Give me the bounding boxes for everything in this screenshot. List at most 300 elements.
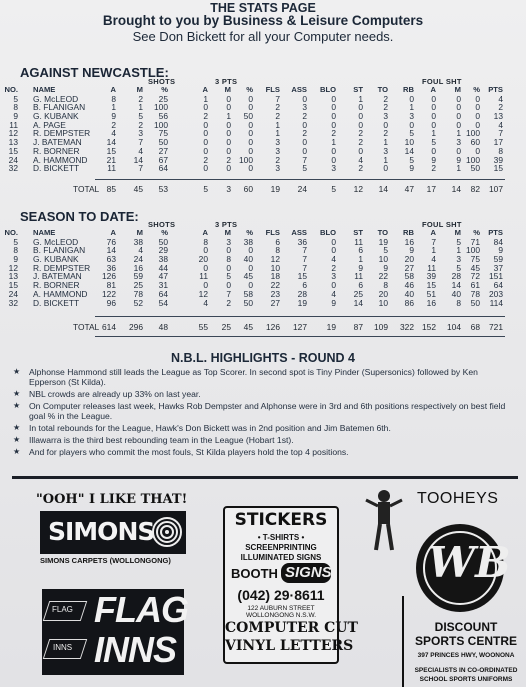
total-cell: 19 xyxy=(270,184,280,194)
column-header: NO. xyxy=(4,85,18,94)
total-cell: 12 xyxy=(353,184,363,194)
stickers-line: SCREENPRINTING xyxy=(245,543,317,552)
star-icon: ★ xyxy=(13,401,21,410)
fgpct-cell: 31 xyxy=(158,280,168,291)
fta-cell: 9 xyxy=(431,154,436,165)
fga-cell: 9 xyxy=(111,111,116,122)
ftpct-cell: 71 xyxy=(470,236,480,247)
total-cell: 82 xyxy=(470,184,480,194)
name-cell: R. DEMPSTER xyxy=(33,262,91,273)
total-cell: 322 xyxy=(400,322,414,332)
total-label: TOTAL xyxy=(73,184,100,194)
column-header: ASS xyxy=(291,85,307,94)
pts-cell: 9 xyxy=(498,245,503,256)
tpa-cell: 1 xyxy=(203,93,208,104)
fta-cell: 16 xyxy=(426,297,436,308)
tpm-cell: 0 xyxy=(226,137,231,148)
to-cell: 8 xyxy=(383,280,388,291)
fga-cell: 36 xyxy=(106,262,116,273)
tpm-cell: 0 xyxy=(226,163,231,174)
ftpct-cell: 78 xyxy=(470,288,480,299)
ass-cell: 7 xyxy=(302,154,307,165)
blo-cell: 1 xyxy=(331,137,336,148)
tpa-cell: 0 xyxy=(203,163,208,174)
blo-cell: 0 xyxy=(331,119,336,130)
rb-cell: 9 xyxy=(409,163,414,174)
fga-cell: 14 xyxy=(106,137,116,148)
rb-cell: 27 xyxy=(404,262,414,273)
simons-logo: SIMONS xyxy=(48,517,155,546)
column-header: FLS xyxy=(265,228,280,237)
tpm-cell: 2 xyxy=(226,297,231,308)
fgpct-cell: 25 xyxy=(158,93,168,104)
blo-cell: 0 xyxy=(331,111,336,122)
column-header: RB xyxy=(403,85,414,94)
star-icon: ★ xyxy=(13,367,21,376)
fga-cell: 126 xyxy=(102,271,116,282)
star-icon: ★ xyxy=(13,435,21,444)
total-cell: 3 xyxy=(226,184,231,194)
column-header: A xyxy=(110,85,116,94)
ftm-cell: 0 xyxy=(456,111,461,122)
name-cell: R. BORNER xyxy=(33,145,80,156)
tpa-cell: 2 xyxy=(203,154,208,165)
total-cell: 17 xyxy=(426,184,436,194)
fgm-cell: 59 xyxy=(133,271,143,282)
no-cell: 13 xyxy=(8,271,18,282)
ass-cell: 7 xyxy=(302,254,307,265)
total-cell: 104 xyxy=(447,322,461,332)
signs-label: SIGNS xyxy=(285,564,332,581)
fgpct-cell: 56 xyxy=(158,111,168,122)
fta-cell: 7 xyxy=(431,236,436,247)
column-header: A xyxy=(202,85,208,94)
tpa-cell: 0 xyxy=(203,119,208,130)
ftm-cell: 5 xyxy=(456,236,461,247)
column-header: M xyxy=(136,85,143,94)
season-3pt-group: 3 PTS xyxy=(215,220,238,229)
season-shots-group: SHOTS xyxy=(148,220,176,229)
column-header: BLO xyxy=(319,228,336,237)
ass-cell: 0 xyxy=(302,93,307,104)
fta-cell: 1 xyxy=(431,128,436,139)
blo-cell: 0 xyxy=(331,145,336,156)
total-cell: 68 xyxy=(470,322,480,332)
to-cell: 9 xyxy=(383,262,388,273)
fga-cell: 1 xyxy=(111,102,116,113)
fta-cell: 4 xyxy=(431,254,436,265)
tpm-cell: 2 xyxy=(226,154,231,165)
column-header: NO. xyxy=(4,228,18,237)
fga-cell: 8 xyxy=(111,93,116,104)
stickers-address: 122 AUBURN STREET xyxy=(247,605,315,612)
st-cell: 2 xyxy=(358,137,363,148)
ftpct-cell: 75 xyxy=(470,254,480,265)
column-header: M xyxy=(224,228,231,237)
star-icon: ★ xyxy=(13,447,21,456)
name-cell: J. BATEMAN xyxy=(33,137,82,148)
total-cell: 25 xyxy=(221,322,231,332)
stickers-line: ILLUMINATED SIGNS xyxy=(240,553,322,562)
simons-tagline: "OOH" I LIKE THAT! xyxy=(36,492,188,507)
column-header: % xyxy=(161,85,168,94)
flag-small-label: FLAG xyxy=(52,605,73,614)
fgpct-cell: 44 xyxy=(158,262,168,273)
fta-cell: 1 xyxy=(431,245,436,256)
stickers-cut-line: VINYL LETTERS xyxy=(225,638,354,654)
blo-cell: 4 xyxy=(331,288,336,299)
no-cell: 15 xyxy=(8,145,18,156)
season-total-row xyxy=(18,322,506,333)
ftpct-cell: 0 xyxy=(475,145,480,156)
ftm-cell: 0 xyxy=(456,93,461,104)
total-cell: 53 xyxy=(158,184,168,194)
fga-cell: 63 xyxy=(106,254,116,265)
fgm-cell: 38 xyxy=(133,236,143,247)
fls-cell: 23 xyxy=(270,288,280,299)
fgm-cell: 25 xyxy=(133,280,143,291)
season-total-rule xyxy=(95,316,505,317)
blo-cell: 9 xyxy=(331,297,336,308)
total-cell: 47 xyxy=(404,184,414,194)
column-header: PTS xyxy=(488,85,503,94)
fta-cell: 0 xyxy=(431,111,436,122)
column-header: % xyxy=(246,228,253,237)
tpa-cell: 4 xyxy=(203,297,208,308)
total-cell: 85 xyxy=(106,184,116,194)
ftpct-cell: 100 xyxy=(466,154,480,165)
st-cell: 11 xyxy=(354,271,363,282)
tpa-cell: 0 xyxy=(203,280,208,291)
fls-cell: 8 xyxy=(275,245,280,256)
ftpct-cell: 61 xyxy=(470,280,480,291)
total-label: TOTAL xyxy=(73,322,100,332)
total-cell: 48 xyxy=(158,322,168,332)
to-cell: 10 xyxy=(378,297,388,308)
fls-cell: 2 xyxy=(275,111,280,122)
fgm-cell: 24 xyxy=(133,254,143,265)
against-3pt-group: 3 PTS xyxy=(215,77,238,86)
tppct-cell: 0 xyxy=(248,102,253,113)
tpa-cell: 11 xyxy=(199,271,208,282)
stickers-ad xyxy=(223,506,358,664)
fgpct-cell: 38 xyxy=(158,254,168,265)
fgpct-cell: 67 xyxy=(158,154,168,165)
highlights-title: N.B.L. HIGHLIGHTS - ROUND 4 xyxy=(170,351,356,365)
ftpct-cell: 0 xyxy=(475,93,480,104)
fls-cell: 1 xyxy=(275,128,280,139)
no-cell: 32 xyxy=(8,297,18,308)
rb-cell: 9 xyxy=(409,245,414,256)
blo-cell: 2 xyxy=(331,262,336,273)
simons-subtitle: SIMONS CARPETS (WOLLONGONG) xyxy=(40,556,171,565)
column-header: RB xyxy=(403,228,414,237)
stickers-address: WOLLONGONG N.S.W. xyxy=(245,612,317,619)
rb-cell: 58 xyxy=(404,271,414,282)
fgpct-cell: 75 xyxy=(158,128,168,139)
discount-divider xyxy=(402,596,404,687)
st-cell: 9 xyxy=(358,262,363,273)
tooheys-figure-icon xyxy=(364,488,404,554)
to-cell: 10 xyxy=(378,254,388,265)
total-cell: 19 xyxy=(326,322,336,332)
name-cell: D. BICKETT xyxy=(33,163,80,174)
swirl-icon xyxy=(152,517,182,547)
column-header: A xyxy=(430,228,436,237)
to-cell: 2 xyxy=(383,102,388,113)
ftm-cell: 14 xyxy=(451,280,461,291)
to-cell: 2 xyxy=(383,93,388,104)
fgm-cell: 2 xyxy=(138,119,143,130)
name-cell: D. BICKETT xyxy=(33,297,80,308)
fls-cell: 22 xyxy=(270,280,280,291)
st-cell: 6 xyxy=(358,245,363,256)
pts-cell: 2 xyxy=(498,102,503,113)
pts-cell: 15 xyxy=(493,163,503,174)
fgm-cell: 16 xyxy=(133,262,143,273)
no-cell: 5 xyxy=(13,93,18,104)
highlight-item: ★ On Computer releases last week, Hawks Rob Dempster and Alphonse were in 3rd and 6th positions respectively on best field goal % in the League. xyxy=(13,401,506,421)
total-cell: 55 xyxy=(198,322,208,332)
table-row xyxy=(8,163,506,174)
no-cell: 24 xyxy=(8,154,18,165)
fgm-cell: 52 xyxy=(133,297,143,308)
tppct-cell: 50 xyxy=(243,297,253,308)
fls-cell: 6 xyxy=(275,236,280,247)
fga-cell: 4 xyxy=(111,128,116,139)
name-cell: B. FLANIGAN xyxy=(33,102,86,113)
fls-cell: 2 xyxy=(275,154,280,165)
fga-cell: 76 xyxy=(106,236,116,247)
stickers-phone: (042) 29·8611 xyxy=(237,587,325,603)
column-header: M xyxy=(454,228,461,237)
ftm-cell: 40 xyxy=(451,288,461,299)
rb-cell: 16 xyxy=(404,236,414,247)
tpm-cell: 0 xyxy=(226,102,231,113)
blo-cell: 0 xyxy=(331,102,336,113)
pts-cell: 4 xyxy=(498,93,503,104)
to-cell: 5 xyxy=(383,245,388,256)
st-cell: 0 xyxy=(358,145,363,156)
st-cell: 2 xyxy=(358,128,363,139)
tpm-cell: 3 xyxy=(226,236,231,247)
total-cell: 24 xyxy=(297,184,307,194)
simons-logo-block xyxy=(40,511,186,554)
ftm-cell: 1 xyxy=(456,245,461,256)
discount-name: SPORTS CENTRE xyxy=(414,634,517,648)
to-cell: 22 xyxy=(378,271,388,282)
tpa-cell: 12 xyxy=(198,288,208,299)
against-title: AGAINST NEWCASTLE: xyxy=(20,65,169,80)
column-header: PTS xyxy=(488,228,503,237)
sponsor-line: Brought to you by Business & Leisure Computers xyxy=(102,13,424,28)
column-header: TO xyxy=(377,228,388,237)
ass-cell: 36 xyxy=(297,236,307,247)
pts-cell: 7 xyxy=(498,128,503,139)
ftm-cell: 0 xyxy=(456,145,461,156)
ftm-cell: 3 xyxy=(456,254,461,265)
tpm-cell: 1 xyxy=(226,111,231,122)
ftm-cell: 0 xyxy=(456,119,461,130)
pts-cell: 114 xyxy=(489,297,503,308)
fta-cell: 39 xyxy=(426,271,436,282)
ass-cell: 7 xyxy=(302,262,307,273)
blo-cell: 0 xyxy=(331,236,336,247)
fga-cell: 81 xyxy=(106,280,116,291)
star-icon: ★ xyxy=(13,423,21,432)
tppct-cell: 40 xyxy=(243,254,253,265)
blo-cell: 0 xyxy=(331,93,336,104)
to-cell: 3 xyxy=(383,111,388,122)
flag-big-label: FLAG xyxy=(94,589,188,630)
no-cell: 13 xyxy=(8,137,18,148)
to-cell: 0 xyxy=(383,119,388,130)
name-cell: A. HAMMOND xyxy=(33,288,88,299)
tppct-cell: 0 xyxy=(248,245,253,256)
name-cell: G. KUBANK xyxy=(33,254,79,265)
total-cell: 45 xyxy=(243,322,253,332)
pts-cell: 84 xyxy=(493,236,503,247)
rb-cell: 0 xyxy=(409,119,414,130)
fgm-cell: 4 xyxy=(138,145,143,156)
fls-cell: 18 xyxy=(270,271,280,282)
tooheys-brand: TOOHEYS xyxy=(417,490,499,507)
name-cell: B. FLANIGAN xyxy=(33,245,86,256)
rb-cell: 20 xyxy=(404,254,414,265)
rb-cell: 1 xyxy=(409,102,414,113)
ftm-cell: 1 xyxy=(456,163,461,174)
rb-cell: 86 xyxy=(404,297,414,308)
no-cell: 8 xyxy=(13,245,18,256)
no-cell: 15 xyxy=(8,280,18,291)
total-cell: 614 xyxy=(102,322,116,332)
st-cell: 6 xyxy=(358,280,363,291)
column-header: % xyxy=(473,228,480,237)
fgpct-cell: 50 xyxy=(158,236,168,247)
total-cell: 5 xyxy=(203,184,208,194)
fls-cell: 3 xyxy=(275,145,280,156)
ass-cell: 19 xyxy=(297,297,307,308)
no-cell: 12 xyxy=(8,262,18,273)
table-row xyxy=(8,297,506,308)
tppct-cell: 0 xyxy=(248,119,253,130)
tpa-cell: 0 xyxy=(203,137,208,148)
ftpct-cell: 100 xyxy=(466,128,480,139)
ftpct-cell: 0 xyxy=(475,111,480,122)
column-header: M xyxy=(136,228,143,237)
against-total-row xyxy=(18,184,506,195)
fgpct-cell: 54 xyxy=(158,297,168,308)
fta-cell: 15 xyxy=(426,280,436,291)
ftm-cell: 28 xyxy=(451,271,461,282)
fta-cell: 0 xyxy=(431,119,436,130)
rb-cell: 46 xyxy=(404,280,414,291)
rb-cell: 10 xyxy=(404,137,414,148)
fta-cell: 11 xyxy=(427,262,436,273)
to-cell: 1 xyxy=(383,137,388,148)
fga-cell: 2 xyxy=(111,119,116,130)
ftm-cell: 9 xyxy=(456,154,461,165)
tpa-cell: 8 xyxy=(203,236,208,247)
fls-cell: 10 xyxy=(270,262,280,273)
no-cell: 11 xyxy=(9,119,18,130)
fls-cell: 1 xyxy=(275,119,280,130)
rb-cell: 5 xyxy=(409,128,414,139)
fga-cell: 96 xyxy=(106,297,116,308)
inns-big-label: INNS xyxy=(94,629,177,670)
tppct-cell: 38 xyxy=(243,236,253,247)
ass-cell: 28 xyxy=(297,288,307,299)
fta-cell: 5 xyxy=(431,137,436,148)
no-cell: 5 xyxy=(13,236,18,247)
ass-cell: 7 xyxy=(302,245,307,256)
fgpct-cell: 100 xyxy=(154,119,168,130)
pts-cell: 59 xyxy=(493,254,503,265)
discount-specialists: SCHOOL SPORTS UNIFORMS xyxy=(419,676,513,683)
tpa-cell: 0 xyxy=(203,245,208,256)
total-cell: 87 xyxy=(353,322,363,332)
total-cell: 107 xyxy=(489,184,503,194)
fls-cell: 3 xyxy=(275,137,280,148)
ass-cell: 0 xyxy=(302,145,307,156)
tpa-cell: 0 xyxy=(203,128,208,139)
against-total-rule xyxy=(95,179,505,180)
ftm-cell: 1 xyxy=(456,128,461,139)
tppct-cell: 0 xyxy=(248,137,253,148)
total-cell: 5 xyxy=(331,184,336,194)
against-foul-group: FOUL SHT xyxy=(422,77,462,86)
column-header: TO xyxy=(377,85,388,94)
highlight-item: ★ And for players who commit the most fouls, St Kilda players hold the top 4 positions. xyxy=(13,447,349,457)
pts-cell: 39 xyxy=(493,154,503,165)
tpm-cell: 7 xyxy=(226,288,231,299)
tpm-cell: 0 xyxy=(226,93,231,104)
ass-cell: 3 xyxy=(302,102,307,113)
fta-cell: 2 xyxy=(431,163,436,174)
tpm-cell: 0 xyxy=(226,262,231,273)
no-cell: 32 xyxy=(8,163,18,174)
tpa-cell: 0 xyxy=(203,262,208,273)
column-header: NAME xyxy=(33,85,56,94)
against-table xyxy=(4,85,506,174)
fgm-cell: 4 xyxy=(138,245,143,256)
rb-cell: 0 xyxy=(409,93,414,104)
column-header: NAME xyxy=(33,228,56,237)
blo-cell: 0 xyxy=(331,154,336,165)
name-cell: A. PAGE xyxy=(33,119,66,130)
discount-address: 397 PRINCES HWY, WOONONA xyxy=(417,652,515,659)
st-cell: 0 xyxy=(358,111,363,122)
ass-cell: 6 xyxy=(302,280,307,291)
st-cell: 4 xyxy=(358,154,363,165)
to-cell: 1 xyxy=(383,154,388,165)
tpa-cell: 0 xyxy=(203,145,208,156)
fta-cell: 0 xyxy=(431,93,436,104)
fls-cell: 7 xyxy=(275,93,280,104)
ass-cell: 0 xyxy=(302,119,307,130)
rb-cell: 3 xyxy=(409,111,414,122)
highlight-item: ★ NBL crowds are already up 33% on last year. xyxy=(13,389,201,399)
to-cell: 19 xyxy=(378,236,388,247)
to-cell: 2 xyxy=(383,128,388,139)
column-header: % xyxy=(161,228,168,237)
total-cell: 45 xyxy=(133,184,143,194)
name-cell: R. BORNER xyxy=(33,280,80,291)
st-cell: 14 xyxy=(353,297,363,308)
column-header: % xyxy=(246,85,253,94)
fgm-cell: 14 xyxy=(133,154,143,165)
fgpct-cell: 100 xyxy=(154,102,168,113)
